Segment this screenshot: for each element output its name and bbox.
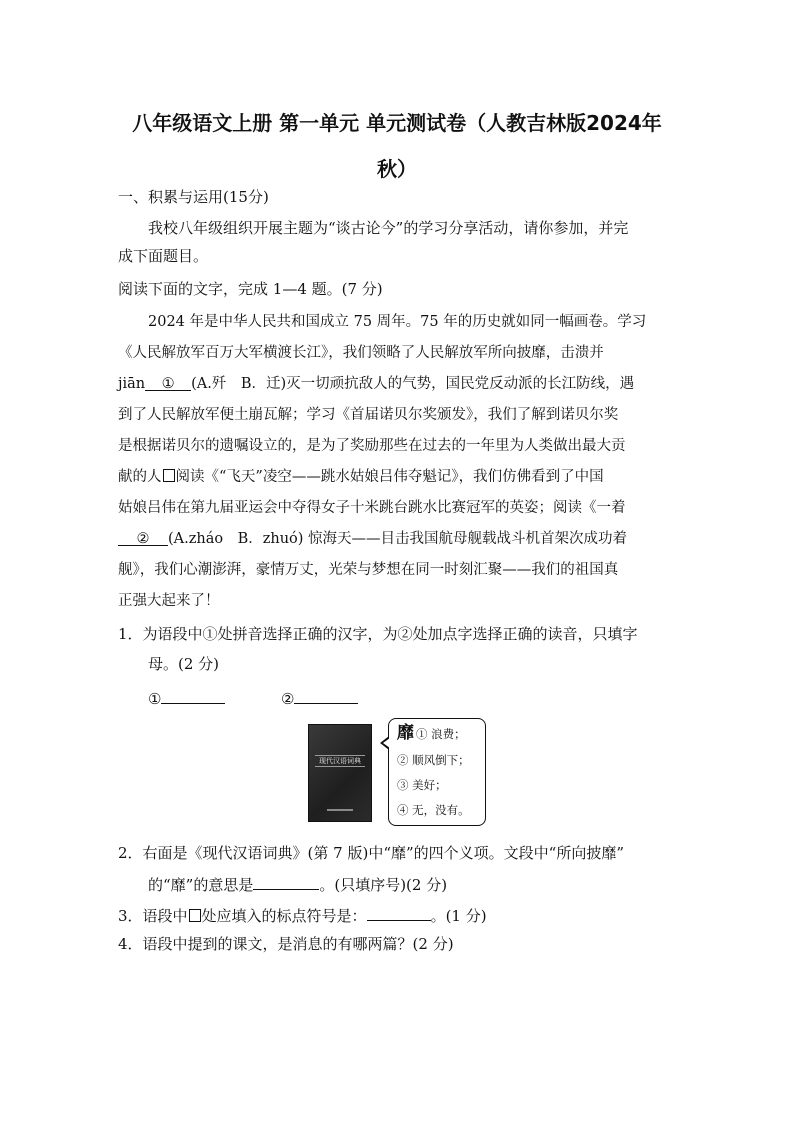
headword: 靡 — [397, 723, 414, 743]
q3-answer-blank[interactable] — [367, 904, 431, 921]
dictionary-cover-title: 现代汉语词典 — [315, 755, 365, 767]
intro-line-2: 成下面题目。 — [118, 247, 209, 265]
dictionary-cover-line — [327, 809, 353, 811]
q3-line — [118, 904, 678, 926]
passage-line-5: 是根据诺贝尔的遗嘱设立的，是为了奖励那些在过去的一年里为人类做出最大贡 — [118, 438, 626, 454]
section-heading: 一、积累与运用(15分) — [118, 188, 269, 206]
q1-answer-1-label: ① — [148, 690, 162, 708]
passage-line-2: 《人民解放军百万大军横渡长江》，我们领略了人民解放军所向披靡，击溃并 — [118, 345, 604, 361]
dictionary-cover-image — [308, 724, 372, 822]
blank-1[interactable] — [145, 374, 191, 391]
punctuation-box — [163, 469, 175, 482]
q2-line-2-end: 。(只填序号)(2 分) — [319, 876, 448, 894]
q2-line-2 — [148, 873, 678, 895]
q4-line: 4．语段中提到的课文，是消息的有哪两篇？(2 分) — [118, 935, 454, 953]
q2-line-2-start: 的“靡”的意思是 — [148, 876, 254, 894]
blank-2[interactable] — [118, 529, 168, 546]
q3-end: 。(1 分) — [430, 907, 487, 925]
title-line-2: 秋） — [377, 157, 417, 181]
q1-line-2: 母。(2 分) — [148, 655, 220, 673]
reading-prompt: 阅读下面的文字，完成 1—4 题。(7 分) — [118, 280, 383, 298]
q3-middle: 处应填入的标点符号是： — [201, 907, 367, 925]
q2-answer-blank[interactable] — [253, 873, 319, 890]
passage-line-6-rest: 阅读《“飞天”凌空——跳水姑娘吕伟夺魁记》，我们仿佛看到了中国 — [175, 469, 604, 485]
sense-1 — [397, 725, 466, 742]
title-line-1: 八年级语文上册 第一单元 单元测试卷（人教吉林版2024年 — [132, 111, 662, 135]
passage-line-10: 正强大起来了！ — [118, 593, 220, 609]
q1-answer-2-label: ② — [281, 690, 295, 708]
passage-line-8-rest: (A.zháo B．zhuó) 惊海天——目击我国航母舰载战斗机首架次成功着 — [168, 531, 628, 547]
intro-line-1: 我校八年级组织开展主题为“谈古论今”的学习分享活动，请你参加，并完 — [148, 219, 629, 237]
definition-callout — [388, 718, 486, 826]
q1-answer-2-blank[interactable] — [294, 687, 358, 704]
sense-3: ③ 美好； — [397, 778, 447, 792]
q1-answer-1-blank[interactable] — [161, 687, 225, 704]
sense-4: ④ 无，没有。 — [397, 803, 470, 817]
passage-line-1: 2024 年是中华人民共和国成立 75 周年。75 年的历史就如同一幅画卷。学习 — [148, 314, 647, 330]
blank-1-mark: ① — [161, 376, 175, 392]
q2-line-1: 2．右面是《现代汉语词典》(第 7 版)中“靡”的四个义项。文段中“所向披靡” — [118, 844, 625, 862]
sense-2: ② 顺风倒下； — [397, 753, 470, 767]
q1-answers — [148, 687, 448, 709]
blank-2-mark: ② — [136, 531, 150, 547]
q3-box-mark — [189, 909, 201, 922]
passage-line-3-rest: (A.歼 B．迁)灭一切顽抗敌人的气势，国民党反动派的长江防线，遇 — [191, 376, 635, 392]
passage-line-6 — [118, 467, 678, 487]
passage-line-8 — [118, 529, 678, 549]
callout-tail-fill — [383, 738, 390, 748]
sense-1-text: ① 浪费； — [416, 727, 466, 741]
passage-line-3 — [118, 374, 678, 394]
passage-line-7: 姑娘吕伟在第九届亚运会中夺得女子十米跳台跳水比赛冠军的英姿；阅读《一着 — [118, 500, 626, 516]
q3-start: 3．语段中 — [118, 907, 188, 925]
passage-line-6-start: 献的人 — [118, 469, 162, 485]
passage-line-4: 到了人民解放军便土崩瓦解；学习《首届诺贝尔奖颁发》，我们了解到诺贝尔奖 — [118, 407, 619, 423]
q1-line-1: 1．为语段中①处拼音选择正确的汉字，为②处加点字选择正确的读音，只填字 — [118, 625, 638, 643]
page-title — [110, 100, 684, 192]
passage-line-9: 舰》，我们心潮澎湃，豪情万丈，光荣与梦想在同一时刻汇聚——我们的祖国真 — [118, 562, 619, 578]
pinyin-jian: jiān — [118, 376, 146, 392]
